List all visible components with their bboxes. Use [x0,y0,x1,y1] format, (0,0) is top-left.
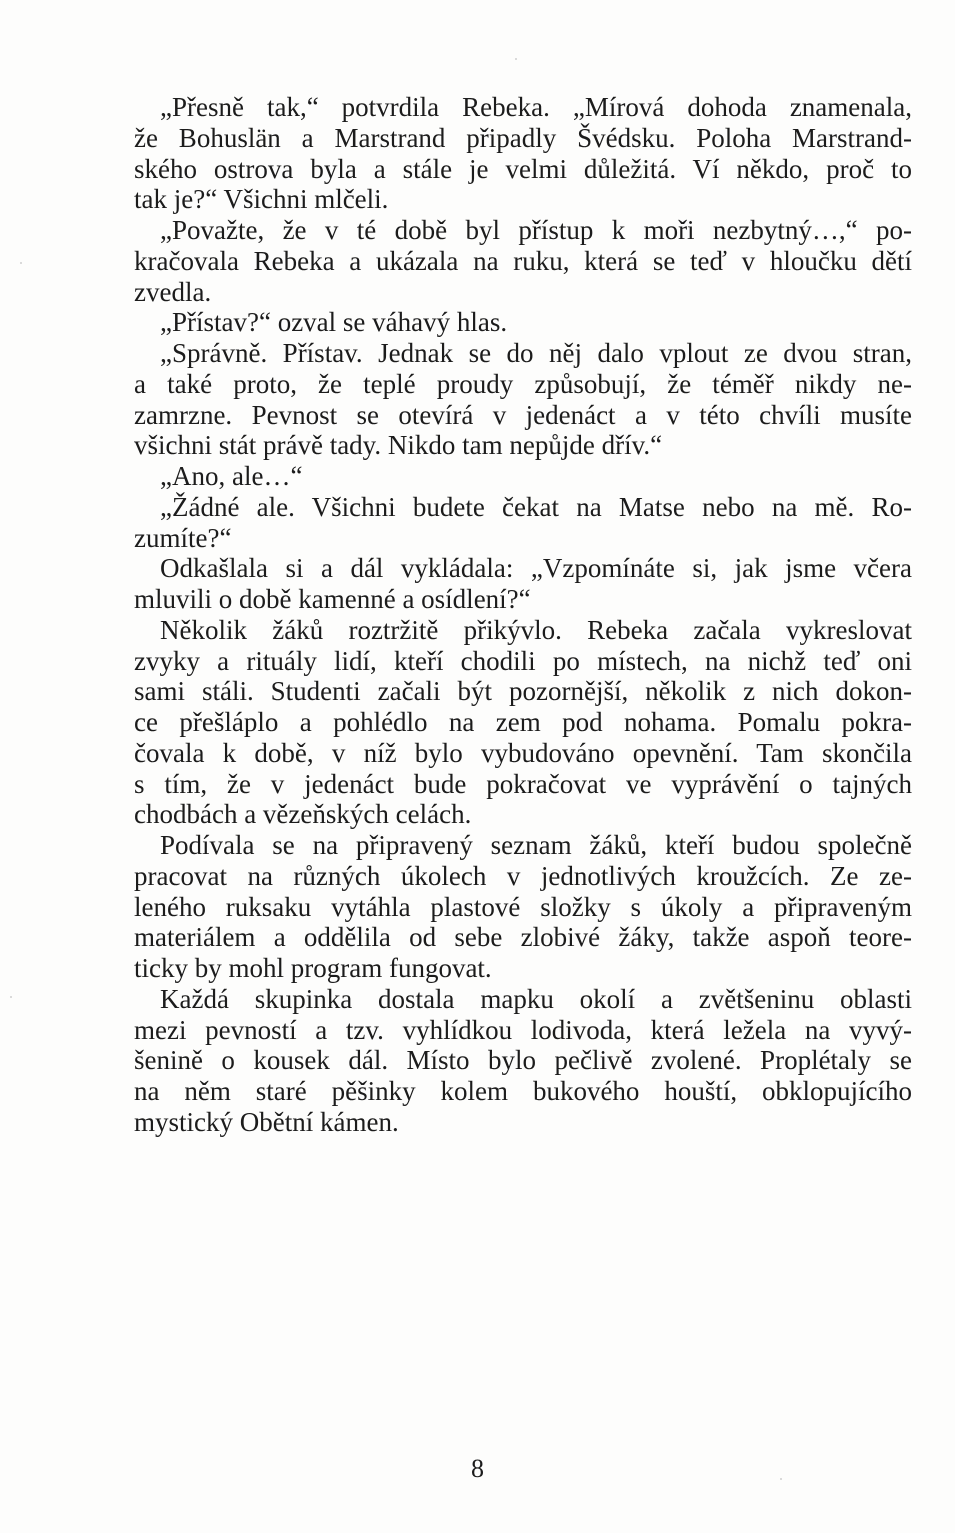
paragraph [134,92,912,215]
paragraph [134,615,912,830]
text-line: chodbách a vězeňských celách. [134,799,472,830]
text-line: Odkašlala si a dál vykládala: „Vzpomínáte si, jak jsme včera [160,553,912,584]
text-line: Několik žáků roztržitě přikývlo. Rebeka začala vykreslovat [160,614,912,645]
text-line: zumíte?“ [134,522,232,553]
scan-speck [10,996,12,998]
text-line: „Přístav?“ ozval se váhavý hlas. [160,307,508,338]
text-line: Podívala se na připravený seznam žáků, kteří budou společně [160,830,912,860]
paragraph [134,830,912,984]
text-line: mluvili o době kamenné a osídlení?“ [134,584,531,614]
text-line: čovala k době, v níž bylo vybudováno opevnění. Tam skončila [134,737,912,768]
text-line: sami stáli. Studenti začali být pozornější, několik z nich dokon- [134,676,912,707]
text-line: „Žádné ale. Všichni budete čekat na Matse nebo na mě. Ro- [160,491,912,522]
scan-speck [515,58,517,60]
scan-speck [20,262,22,264]
paragraph [134,984,912,1138]
scan-speck [780,1478,782,1480]
text-line: mezi pevností a tzv. vyhlídkou lodivoda, která ležela na vyvý- [134,1014,912,1045]
text-line: na něm staré pěšinky kolem bukového houští, obklopujícího [134,1076,912,1106]
paragraph [134,553,912,615]
text-line: ce přešláplo a pohlédlo na zem pod nohama. Pomalu pokra- [134,707,912,737]
text-line: že Bohuslän a Marstrand připadly Švédsku. Poloha Marstrand- [134,122,912,153]
text-line: zvyky a rituály lidí, kteří chodili po místech, na nichž teď oni [134,645,912,676]
text-line: a také proto, že teplé proudy způsobují, že téměř nikdy ne- [134,368,912,399]
text-line: s tím, že v jedenáct bude pokračovat ve vyprávění o tajných [134,768,912,799]
text-line: leného ruksaku vytáhla plastové složky s úkoly a připraveným [134,891,912,922]
text-line: „Považte, že v té době byl přístup k moři nezbytný…,“ po- [160,215,912,245]
text-line: tak je?“ Všichni mlčeli. [134,184,389,215]
text-line: ského ostrova byla a stále je velmi důležitá. Ví někdo, proč to [134,153,912,184]
paragraph [134,492,912,554]
text-line: ticky by mohl program fungovat. [134,953,492,983]
paragraph [134,338,912,461]
text-line: kračovala Rebeka a ukázala na ruku, která se teď v hloučku dětí [134,245,912,276]
paragraph [134,307,912,338]
text-line: zvedla. [134,276,212,307]
paragraph [134,215,912,307]
text-line: „Přesně tak,“ potvrdila Rebeka. „Mírová dohoda znamenala, [160,92,912,122]
text-line: všichni stát právě tady. Nikdo tam nepůjde dřív.“ [134,430,663,461]
body-text [134,92,912,1138]
text-line: materiálem a oddělila od sebe zlobivé žáky, takže aspoň teore- [134,922,912,953]
text-line: pracovat na různých úkolech v jednotlivých kroužcích. Ze ze- [134,860,912,891]
text-line: zamrzne. Pevnost se otevírá v jedenáct a v této chvíli musíte [134,399,912,430]
text-line: Každá skupinka dostala mapku okolí a zvětšeninu oblasti [160,983,912,1014]
paragraph [134,461,912,492]
text-line: mystický Obětní kámen. [134,1106,399,1137]
text-line: „Ano, ale…“ [160,461,303,491]
page-number: 8 [471,1454,484,1483]
text-line: šenině o kousek dál. Místo bylo pečlivě zvolené. Proplétaly se [134,1045,912,1076]
text-line: „Správně. Přístav. Jednak se do něj dalo vplout ze dvou stran, [160,338,912,368]
